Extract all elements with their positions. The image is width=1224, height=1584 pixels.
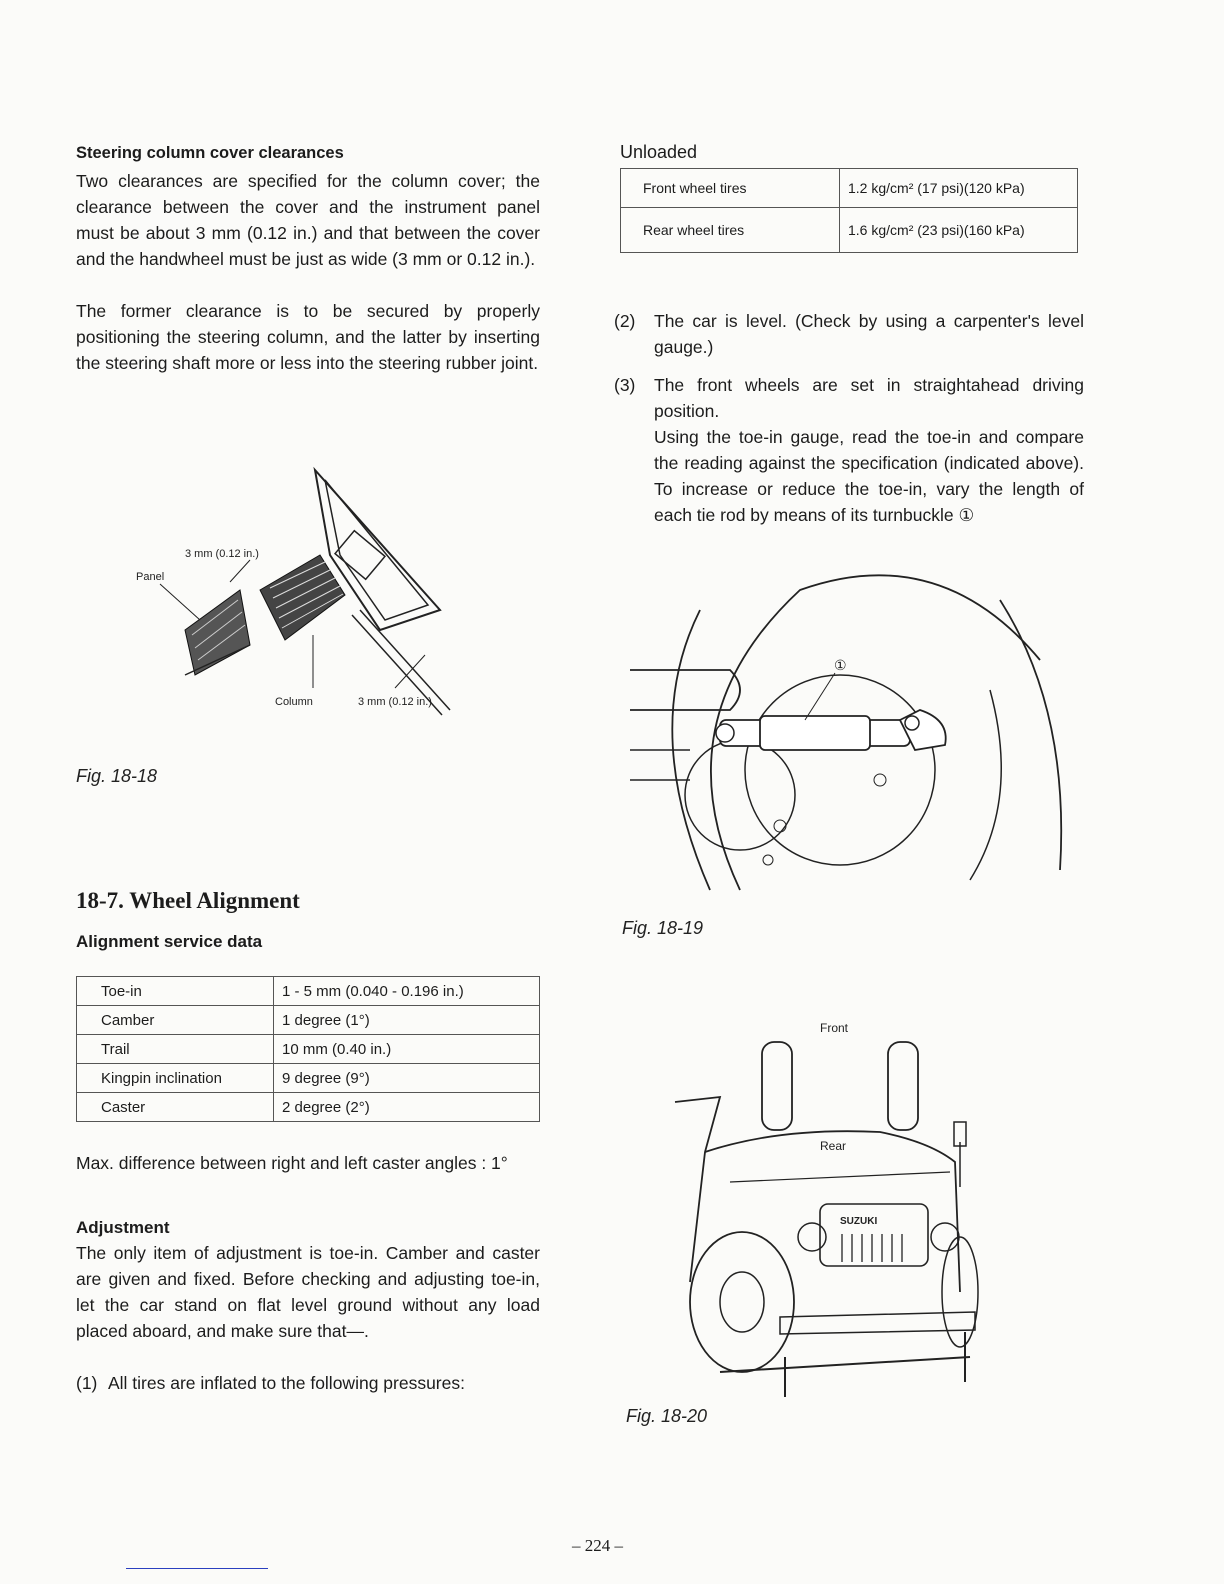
item-1 — [76, 1370, 540, 1396]
table-cell-label: Front wheel tires — [621, 169, 840, 208]
fig20-label-brand: SUZUKI — [840, 1216, 878, 1227]
figure-18-18-caption: Fig. 18-18 — [76, 766, 158, 786]
fig18-label-column: Column — [275, 696, 313, 708]
figure-18-20-caption: Fig. 18-20 — [626, 1406, 708, 1426]
table-cell-value: 1.2 kg/cm² (17 psi)(120 kPa) — [840, 169, 1078, 208]
table-row — [77, 1064, 540, 1093]
column-cover — [260, 555, 345, 640]
unloaded-label: Unloaded — [620, 142, 698, 162]
table-cell-value: 1 degree (1°) — [274, 1006, 540, 1035]
fig18-label-bottom-clearance: 3 mm (0.12 in.) — [358, 696, 432, 708]
adjustment-heading: Adjustment — [76, 1218, 170, 1237]
right-headlight — [931, 1223, 959, 1251]
tire-pressure-table — [620, 168, 1078, 253]
item-3-text-1: The front wheels are set in straightahead driving position. — [654, 375, 1084, 421]
table-cell-label: Rear wheel tires — [621, 208, 840, 253]
front-right-wheel-marker — [888, 1042, 918, 1130]
section-title: 18-7. Wheel Alignment — [76, 888, 300, 913]
table-cell-label: Toe-in — [77, 977, 274, 1006]
fig19-label-turnbuckle: ① — [834, 657, 847, 673]
left-headlight — [798, 1223, 826, 1251]
footer-rule — [126, 1568, 268, 1569]
item-3-text-2: Using the toe-in gauge, read the toe-in and compare the reading against the specification (indicated above). To increase or reduce the toe-in, vary the length of each tie rod by means of its turnbuckle ① — [654, 427, 1084, 525]
item-1-text: All tires are inflated to the following pressures: — [108, 1373, 465, 1393]
item-2-text: The car is level. (Check by using a carpenter's level gauge.) — [654, 311, 1084, 357]
fig18-label-panel: Panel — [136, 571, 165, 583]
table-row — [621, 169, 1078, 208]
table-cell-value: 1 - 5 mm (0.040 - 0.196 in.) — [274, 977, 540, 1006]
alignment-service-table — [76, 976, 540, 1122]
table-cell-label: Trail — [77, 1035, 274, 1064]
steering-paragraph-2: The former clearance is to be secured by properly positioning the steering column, and the latter by inserting the steering shaft more or less into the steering rubber joint. — [76, 301, 540, 373]
item-1-number: (1) — [76, 1373, 98, 1393]
fig18-label-top-clearance: 3 mm (0.12 in.) — [185, 548, 259, 560]
toe-in-gauge — [720, 1357, 970, 1372]
wheel-hub — [745, 675, 935, 865]
table-cell-value: 1.6 kg/cm² (23 psi)(160 kPa) — [840, 208, 1078, 253]
turnbuckle — [760, 716, 870, 750]
item-3-number: (3) — [614, 375, 636, 395]
table-cell-label: Caster — [77, 1093, 274, 1122]
table-row — [77, 977, 540, 1006]
table-cell-value: 9 degree (9°) — [274, 1064, 540, 1093]
table-row — [621, 208, 1078, 253]
fig20-label-front: Front — [820, 1021, 849, 1035]
table-cell-label: Camber — [77, 1006, 274, 1035]
front-left-wheel-marker — [762, 1042, 792, 1130]
grille — [820, 1204, 928, 1266]
item-2 — [614, 308, 1084, 360]
table-row — [77, 1035, 540, 1064]
item-2-number: (2) — [614, 311, 636, 331]
table-cell-label: Kingpin inclination — [77, 1064, 274, 1093]
steering-heading: Steering column cover clearances — [76, 144, 344, 162]
front-wheel — [690, 1232, 794, 1372]
table-row — [77, 1093, 540, 1122]
table-row — [77, 1006, 540, 1035]
table-cell-value: 2 degree (2°) — [274, 1093, 540, 1122]
fig20-label-rear: Rear — [820, 1139, 847, 1153]
adjustment-paragraph: The only item of adjustment is toe-in. Camber and caster are given and fixed. Before checking and adjusting toe-in, let the car stand on flat level ground without any load placed aboard, and make sure that—. — [76, 1243, 540, 1341]
figure-18-18-steering-diagram — [130, 460, 510, 720]
max-caster-difference: Max. difference between right and left caster angles : 1° — [76, 1153, 508, 1173]
vehicle-hood — [705, 1131, 960, 1292]
table-cell-value: 10 mm (0.40 in.) — [274, 1035, 540, 1064]
figure-18-19-tie-rod-diagram — [620, 570, 1080, 900]
page-number: – 224 – — [572, 1536, 623, 1555]
figure-18-19-caption: Fig. 18-19 — [622, 918, 704, 938]
item-3 — [614, 372, 1084, 528]
alignment-heading: Alignment service data — [76, 932, 263, 951]
steering-paragraph-1: Two clearances are specified for the column cover; the clearance between the cover and the instrument panel must be about 3 mm (0.12 in.) and that between the cover and the handwheel must be just as wide (3 mm or 0.12 in.). — [76, 171, 540, 269]
figure-18-20-vehicle-diagram — [630, 1012, 1010, 1402]
